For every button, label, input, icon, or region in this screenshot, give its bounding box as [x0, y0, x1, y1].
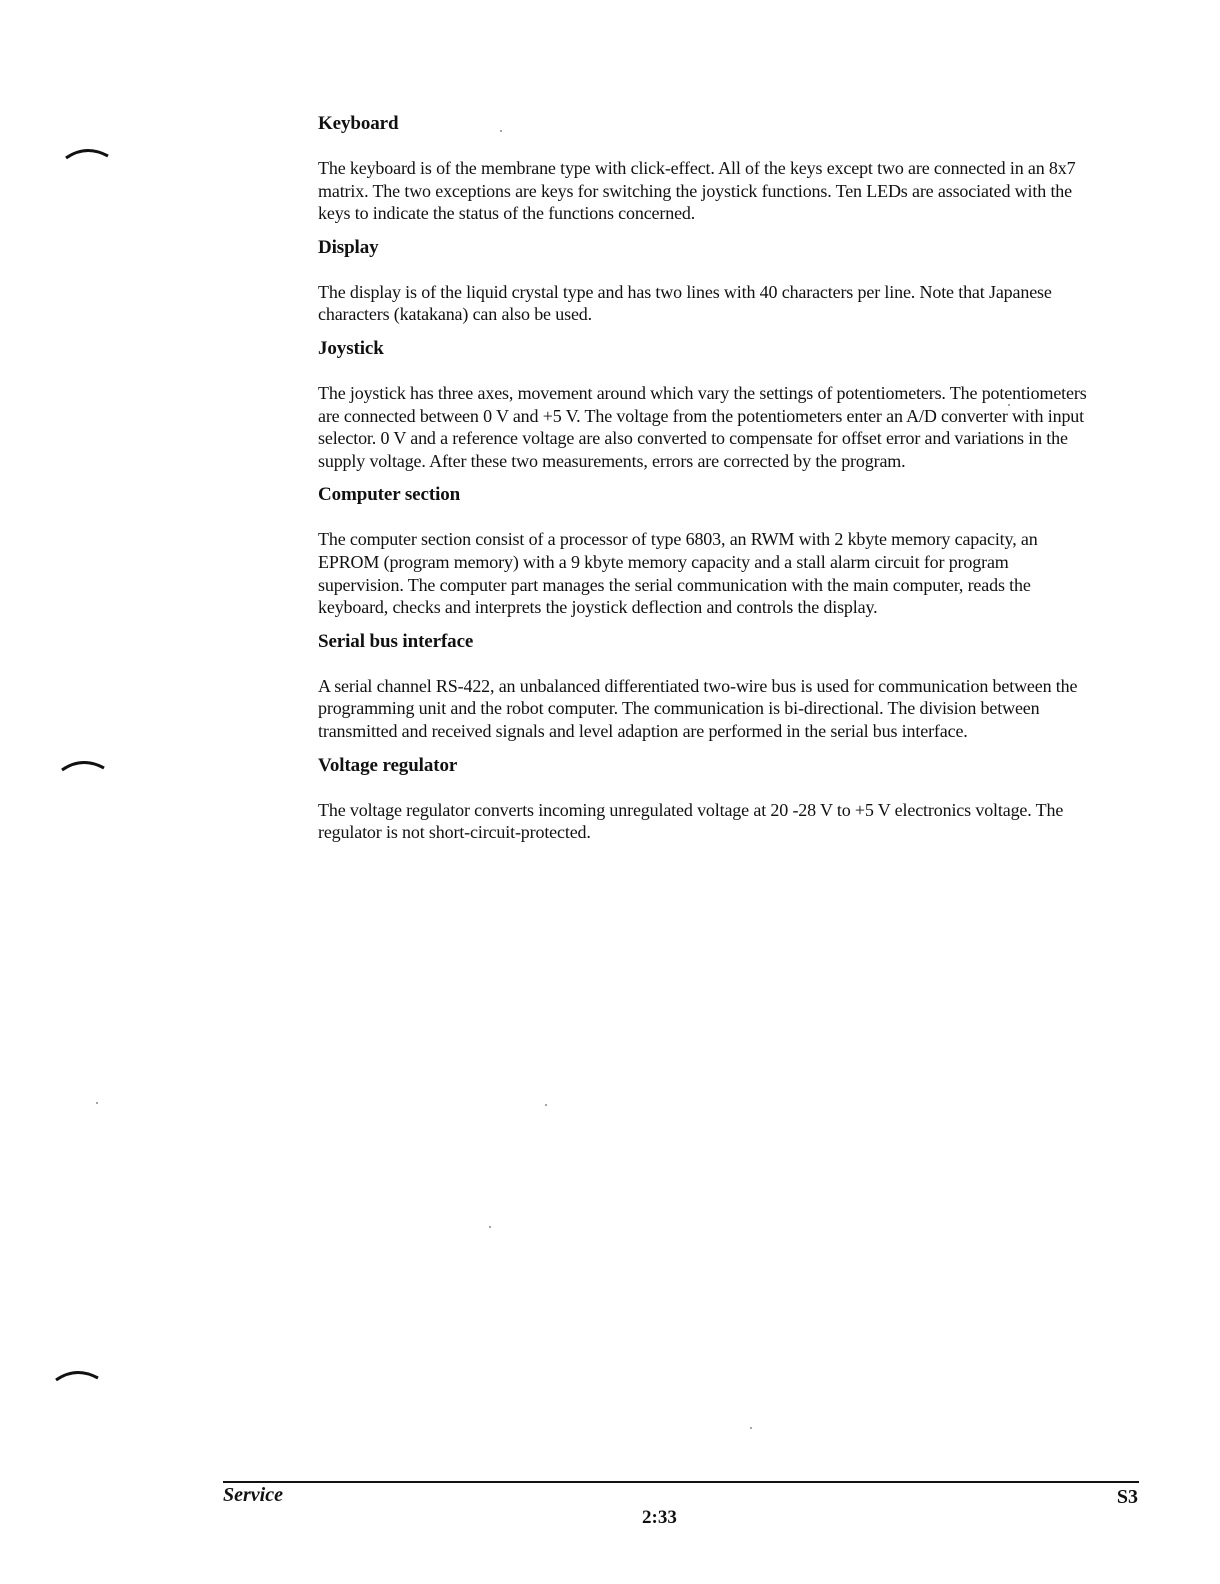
section-joystick	[318, 337, 1093, 472]
section-heading: Display	[318, 236, 379, 258]
scan-speck	[545, 1104, 547, 1106]
section-voltage-regulator	[318, 754, 1093, 844]
footer-chapter-label: Service	[223, 1484, 283, 1506]
section-paragraph: The keyboard is of the membrane type with click-effect. All of the keys except two are connected in an 8x7 matrix. The two exceptions are keys for switching the joystick functions. Ten LEDs are associated with the keys to indicate the status of the functions concerned.	[318, 158, 1076, 224]
section-paragraph: The joystick has three axes, movement around which vary the settings of potentiometers. The potentiometers are connected between 0 V and +5 V. The voltage from the potentiometers enter an A/D converter with input selector. 0 V and a reference voltage are also converted to compensate for offset error and variations in the supply voltage. After these two measurements, errors are corrected by the program.	[318, 382, 1087, 471]
section-paragraph: The voltage regulator converts incoming unregulated voltage at 20 -28 V to +5 V electronics voltage. The regulator is not short-circuit-protected.	[318, 799, 1064, 843]
section-serial-bus-interface	[318, 630, 1093, 743]
document-body	[318, 112, 1093, 855]
section-paragraph: The display is of the liquid crystal type and has two lines with 40 characters per line. Note that Japanese characters (katakana) can also be used.	[318, 281, 1052, 325]
section-heading: Serial bus interface	[318, 630, 474, 652]
section-heading: Keyboard	[318, 113, 399, 134]
section-paragraph: The computer section consist of a processor of type 6803, an RWM with 2 kbyte memory capacity, an EPROM (program memory) with a 9 kbyte memory capacity and a stall alarm circuit for program supervision. The computer part manages the serial communication with the main computer, reads the keyboard, checks and interprets the joystick deflection and controls the display.	[318, 529, 1038, 618]
punch-hole-mark-bottom	[54, 1368, 100, 1382]
section-keyboard	[318, 112, 1093, 225]
scan-speck	[96, 1102, 98, 1104]
punch-hole-mark-middle	[60, 758, 106, 772]
footer-divider	[223, 1481, 1139, 1483]
section-heading: Computer section	[318, 484, 461, 506]
punch-hole-mark-top	[64, 146, 110, 160]
section-heading: Voltage regulator	[318, 754, 458, 776]
section-paragraph: A serial channel RS-422, an unbalanced differentiated two-wire bus is used for communication between the programming unit and the robot computer. The communication is bi-directional. The division between transmitted and received signals and level adaption are performed in the serial bus interface.	[318, 675, 1078, 741]
footer-section-code: S3	[1116, 1486, 1138, 1508]
section-heading: Joystick	[318, 337, 384, 359]
section-computer	[318, 483, 1093, 618]
page-number: 2:33	[642, 1507, 677, 1528]
scan-speck	[750, 1427, 752, 1429]
scan-speck	[489, 1226, 491, 1228]
section-display	[318, 236, 1093, 326]
